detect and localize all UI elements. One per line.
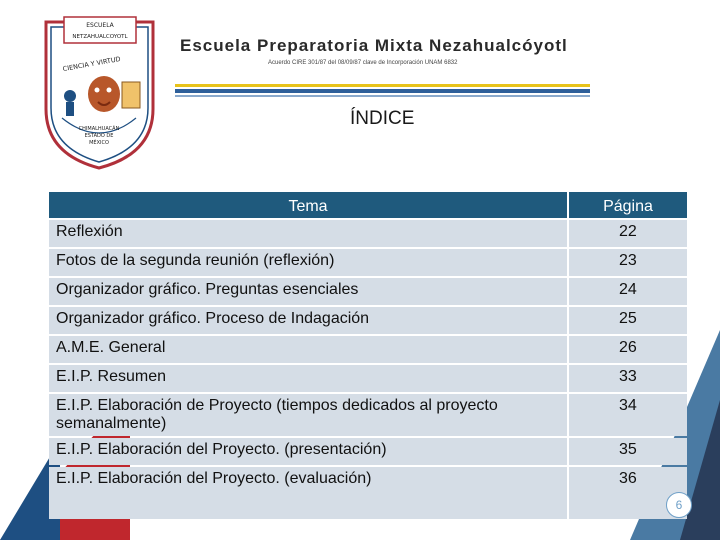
svg-text:NETZAHUALCOYOTL: NETZAHUALCOYOTL (72, 34, 128, 40)
header-rule-yellow (175, 84, 590, 87)
row-page: 25 (569, 307, 687, 334)
table-row (49, 249, 687, 276)
index-table (47, 190, 689, 521)
row-page: 26 (569, 336, 687, 363)
header-rule-light (175, 95, 590, 97)
table-row (49, 394, 687, 436)
row-topic: E.I.P. Elaboración del Proyecto. (evaluación) (49, 467, 567, 519)
row-topic: Fotos de la segunda reunión (reflexión) (49, 249, 567, 276)
table-row (49, 278, 687, 305)
table-row (49, 365, 687, 392)
table-row (49, 336, 687, 363)
row-topic: E.I.P. Elaboración del Proyecto. (presentación) (49, 438, 567, 465)
table-row (49, 307, 687, 334)
school-name: Escuela Preparatoria Mixta Nezahualcóyotl (180, 36, 568, 55)
row-page: 22 (569, 220, 687, 247)
row-topic: A.M.E. General (49, 336, 567, 363)
header-page: Página (569, 192, 687, 218)
svg-text:ESCUELA: ESCUELA (86, 22, 114, 29)
svg-text:MÉXICO: MÉXICO (89, 140, 109, 146)
table-row (49, 438, 687, 465)
row-topic: E.I.P. Resumen (49, 365, 567, 392)
school-crest-logo (42, 14, 157, 172)
svg-text:ESTADO DE: ESTADO DE (84, 133, 114, 139)
row-topic: Organizador gráfico. Preguntas esenciales (49, 278, 567, 305)
school-subtitle: Acuerdo CIRE 301/87 del 08/09/87 clave de Incorporación UNAM 6832 (268, 60, 458, 66)
svg-text:CHIMALHUACÁN: CHIMALHUACÁN (78, 126, 120, 132)
table-row (49, 220, 687, 247)
row-topic: Organizador gráfico. Proceso de Indagación (49, 307, 567, 334)
row-page: 36 (569, 467, 687, 519)
row-page: 33 (569, 365, 687, 392)
table-header-row (49, 192, 687, 218)
page-title: ÍNDICE (350, 108, 415, 129)
header-topic: Tema (49, 192, 567, 218)
slide-number-badge: 6 (666, 492, 692, 518)
row-page: 34 (569, 394, 687, 436)
svg-text:CIENCIA Y VIRTUD: CIENCIA Y VIRTUD (62, 55, 122, 74)
row-page: 23 (569, 249, 687, 276)
row-page: 35 (569, 438, 687, 465)
row-topic: Reflexión (49, 220, 567, 247)
header-rule-blue (175, 89, 590, 93)
table-row (49, 467, 687, 519)
row-page: 24 (569, 278, 687, 305)
row-topic: E.I.P. Elaboración de Proyecto (tiempos dedicados al proyecto semanalmente) (49, 394, 567, 436)
